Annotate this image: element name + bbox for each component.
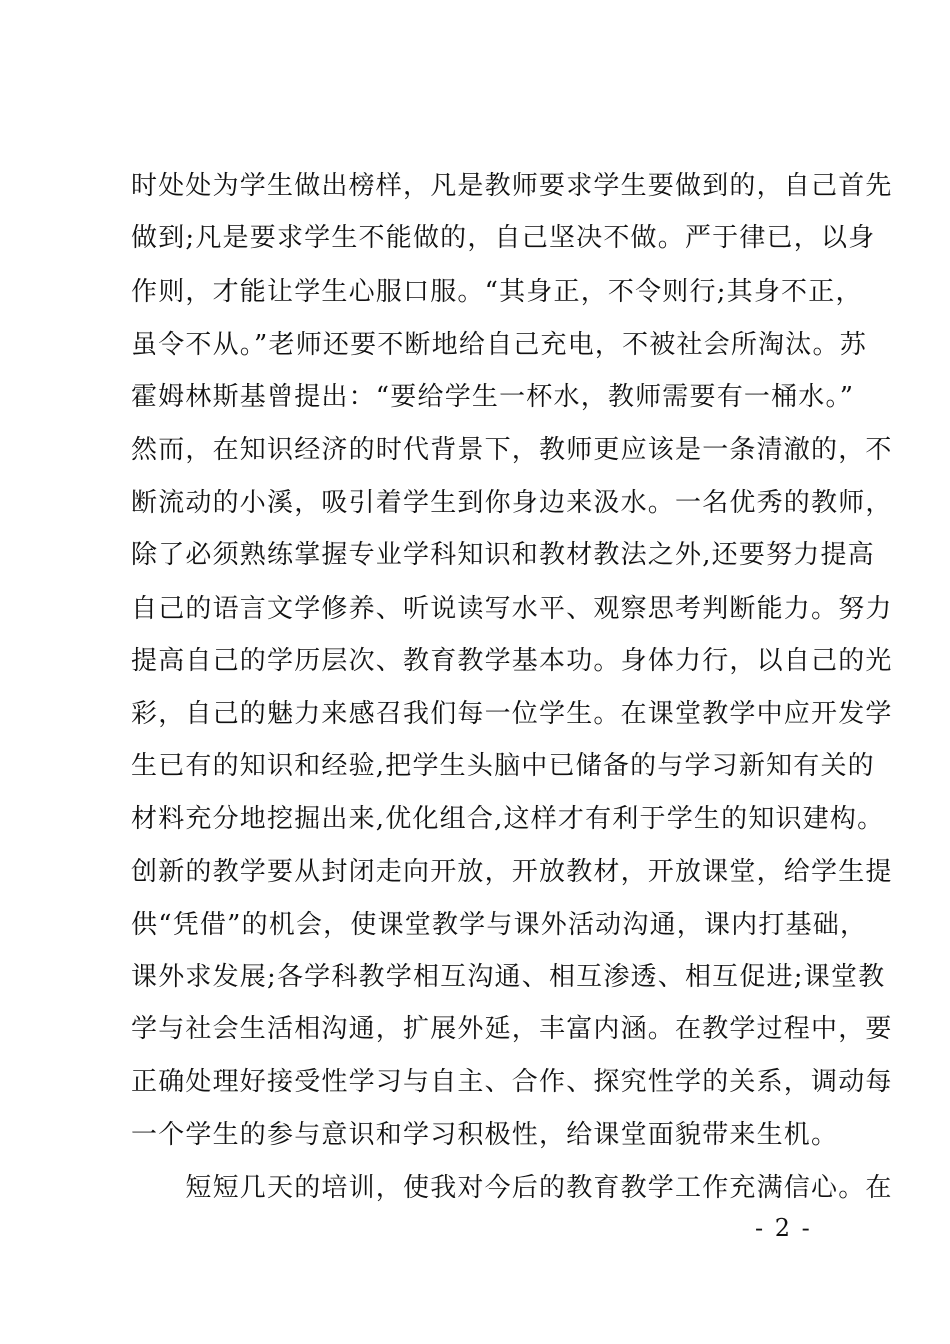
text-line: 课外求发展;各学科教学相互沟通、相互渗透、相互促进;课堂教 [131,962,886,992]
text-line: 自己的语言文学修养、听说读写水平、观察思考判断能力。努力 [131,594,893,624]
text-line: 学与社会生活相沟通，扩展外延，丰富内涵。在教学过程中，要 [131,1014,893,1044]
text-line: 霍姆林斯基曾提出：“要给学生一杯水，教师需要有一桶水。” [131,382,855,412]
text-line: 短短几天的培训，使我对今后的教育教学工作充满信心。在 [131,1173,893,1203]
text-line: 虽令不从。”老师还要不断地给自己充电，不被社会所淘汰。苏 [131,330,867,360]
page-number: - 2 - [755,1214,812,1242]
text-line: 生已有的知识和经验,把学生头脑中已储备的与学习新知有关的 [131,751,875,781]
text-line: 作则，才能让学生心服口服。“其身正，不令则行;其身不正， [131,277,863,307]
text-line: 时处处为学生做出榜样，凡是教师要求学生要做到的，自己首先 [131,171,893,201]
text-line: 然而，在知识经济的时代背景下，教师更应该是一条清澈的，不 [131,435,893,465]
text-line: 断流动的小溪，吸引着学生到你身边来汲水。一名优秀的教师， [131,488,893,518]
text-line: 除了必须熟练掌握专业学科知识和教材教法之外,还要努力提高 [131,540,875,570]
text-line: 正确处理好接受性学习与自主、合作、探究性学的关系，调动每 [131,1067,893,1097]
text-line: 彩，自己的魅力来感召我们每一位学生。在课堂教学中应开发学 [131,699,893,729]
text-line: 做到;凡是要求学生不能做的，自己坚决不做。严于律已，以身 [131,223,876,253]
text-line: 一个学生的参与意识和学习积极性，给课堂面貌带来生机。 [131,1120,839,1150]
text-line: 材料充分地挖掘出来,优化组合,这样才有利于学生的知识建构。 [131,804,885,834]
text-line: 提高自己的学历层次、教育教学基本功。身体力行，以自己的光 [131,646,893,676]
text-line: 供“凭借”的机会，使课堂教学与课外活动沟通，课内打基础， [131,910,868,940]
text-line: 创新的教学要从封闭走向开放，开放教材，开放课堂，给学生提 [131,857,893,887]
